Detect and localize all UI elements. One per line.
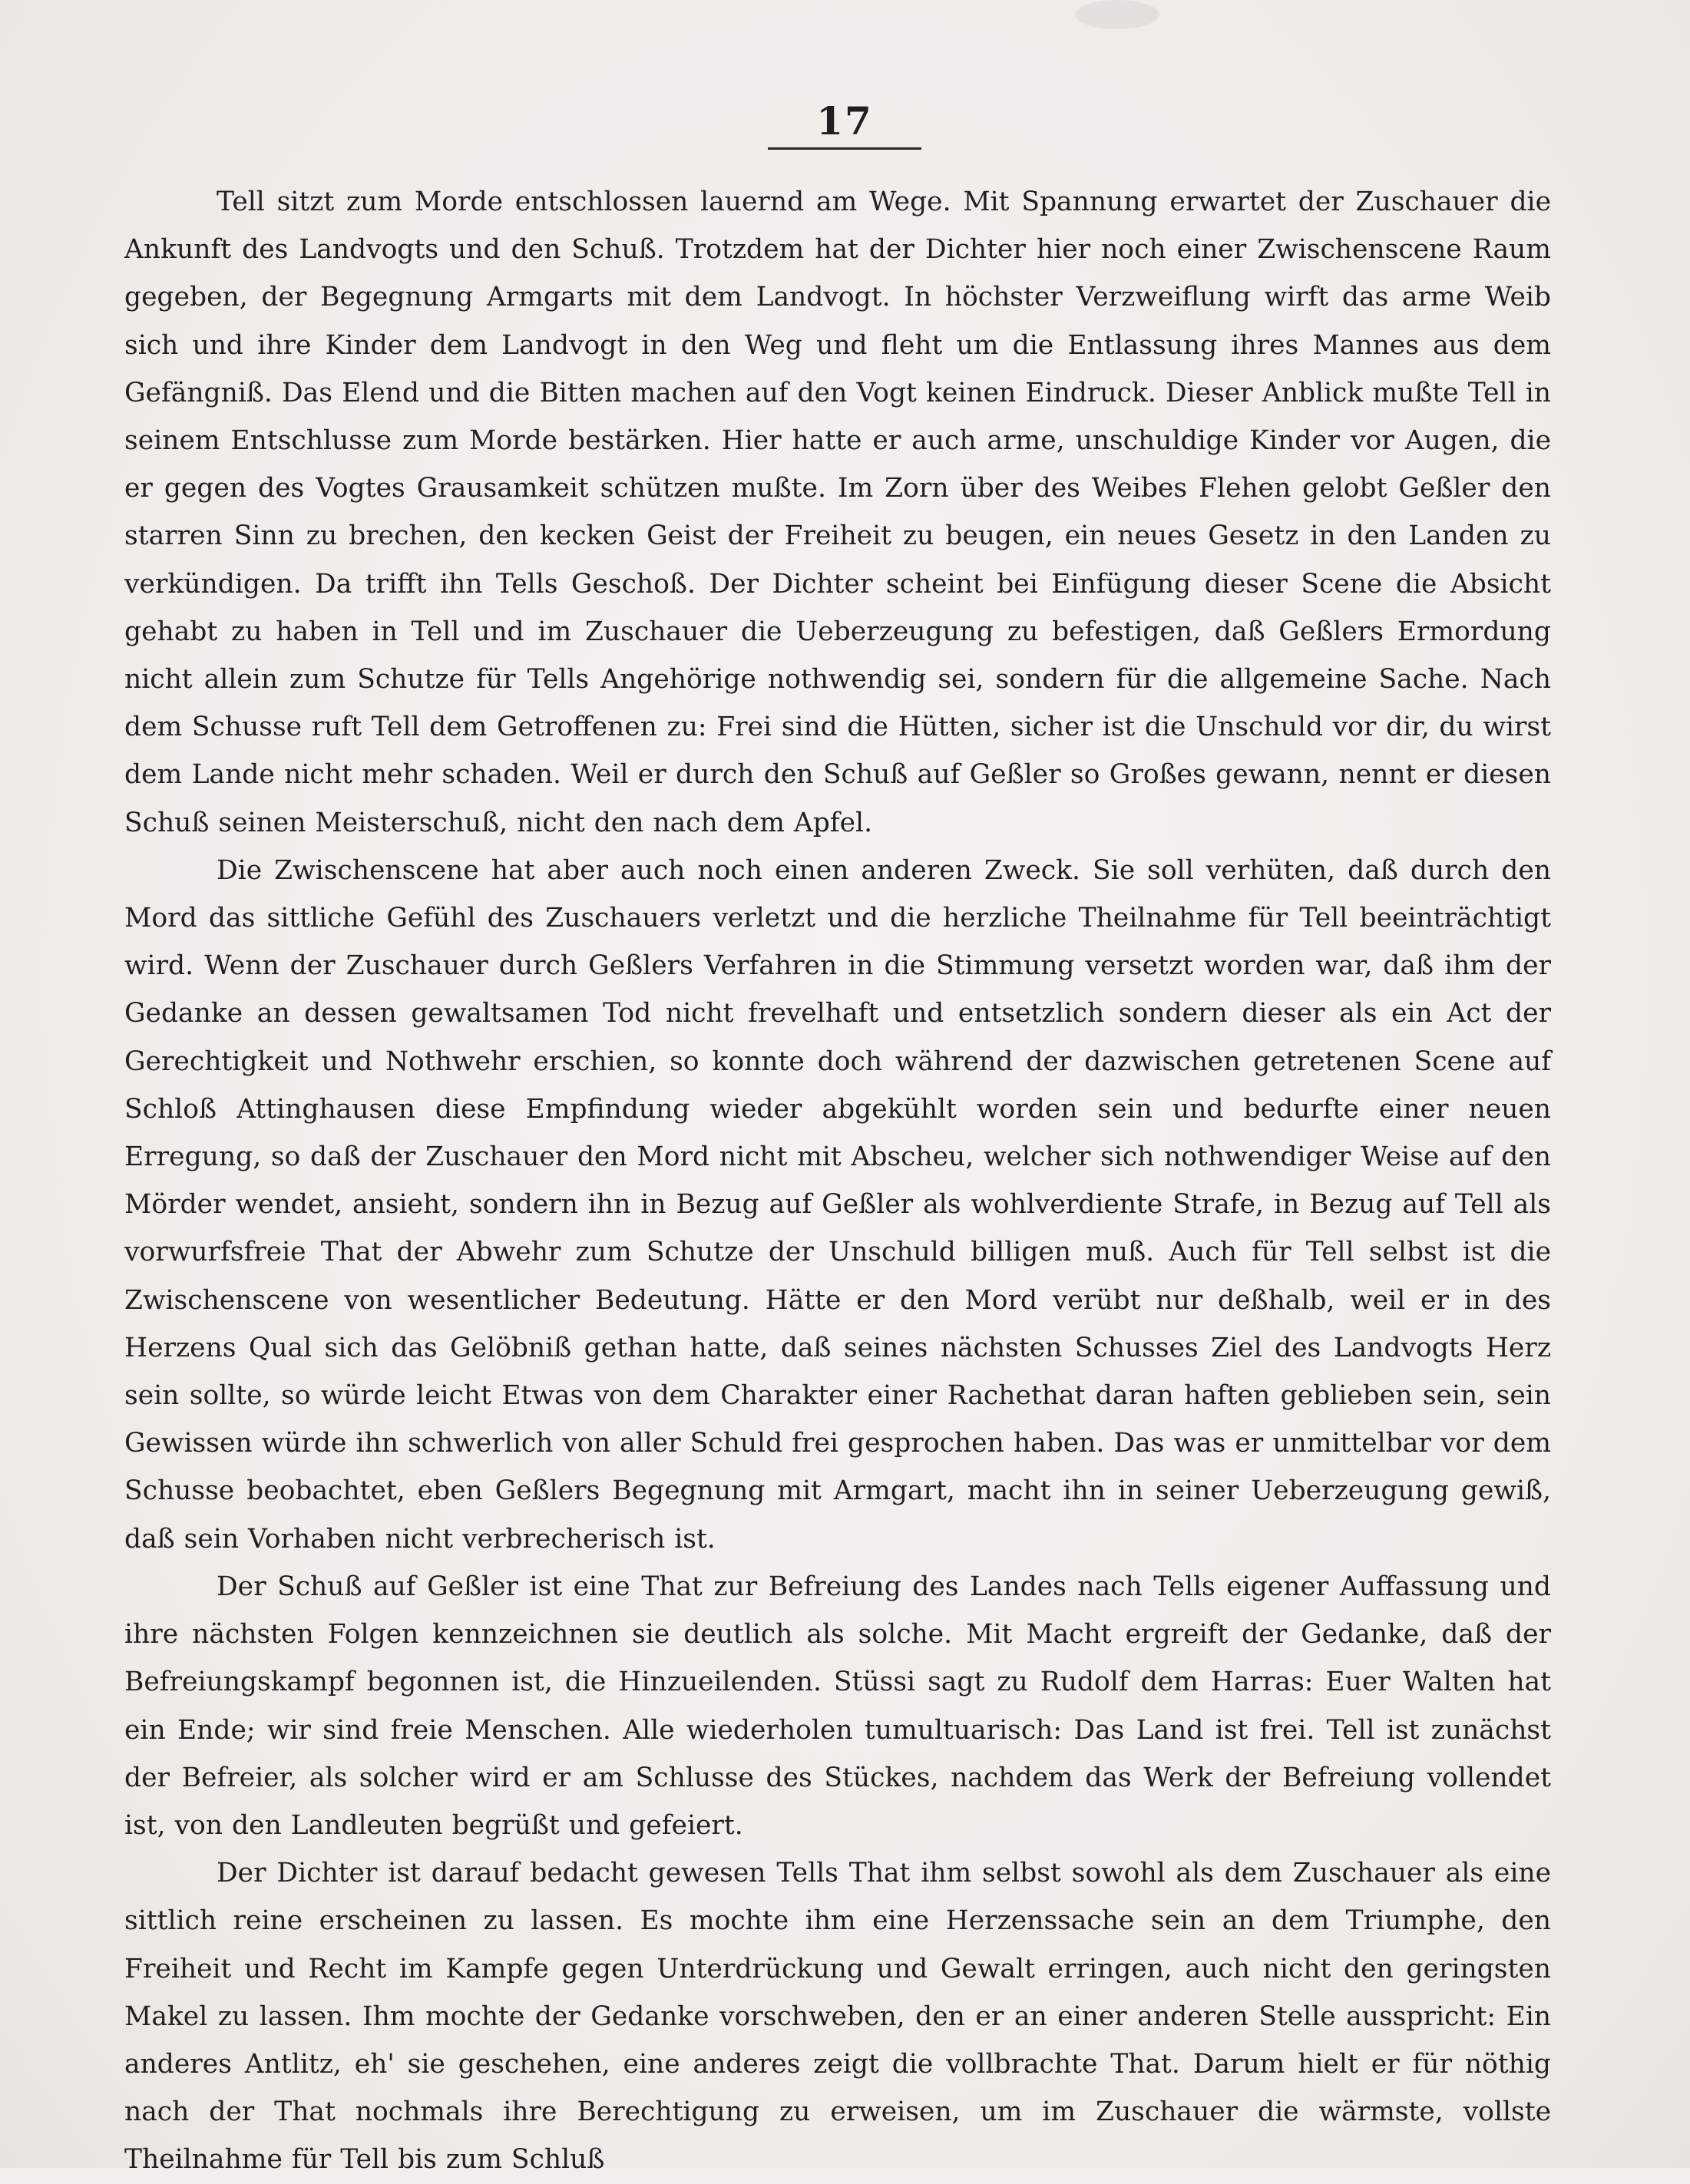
paragraph-1: Tell sitzt zum Morde entschlossen lauernd am Wege. Mit Spannung erwartet der Zuschauer die Ankunft des Landvogts und den Schuß. Trotzdem hat der Dichter hier noch einer Zwischenscene Raum gegeben, der Begegnung Armgarts mit dem Landvogt. In höchster Verzweiflung wirft das arme Weib sich und ihre Kinder dem Landvogt in den Weg und fleht um die Entlassung ihres Mannes aus dem Gefängniß. Das Elend und die Bitten machen auf den Vogt keinen Eindruck. Dieser Anblick mußte Tell in seinem Entschlusse zum Morde bestärken. Hier hatte er auch arme, unschuldige Kinder vor Augen, die er gegen des Vogtes Grausamkeit schützen mußte. Im Zorn über des Weibes Flehen gelobt Geßler den starren Sinn zu brechen, den kecken Geist der Freiheit zu beugen, ein neues Gesetz in den Landen zu verkündigen. Da trifft ihn Tells Geschoß. Der Dichter scheint bei Einfügung dieser Scene die Absicht gehabt zu haben in Tell und im Zuschauer die Ueberzeugung zu befestigen, daß Geßlers Ermordung nicht allein zum Schutze für Tells Angehörige nothwendig sei, sondern für die allgemeine Sache. Nach dem Schusse ruft Tell dem Getroffenen zu: Frei sind die Hütten, sicher ist die Unschuld vor dir, du wirst dem Lande nicht mehr schaden. Weil er durch den Schuß auf Geßler so Großes gewann, nennt er diesen Schuß seinen Meisterschuß, nicht den nach dem Apfel. xyxy=(124,187,1551,838)
paper-smudge xyxy=(1075,0,1159,29)
page-header xyxy=(768,98,921,150)
header-rule xyxy=(768,147,921,150)
body-text xyxy=(124,178,1551,2184)
paragraph-4: Der Dichter ist darauf bedacht gewesen Tells That ihm selbst sowohl als dem Zuschauer als eine sittlich reine erscheinen zu lassen. Es mochte ihm eine Herzenssache sein an dem Triumphe, den Freiheit und Recht im Kampfe gegen Unterdrückung und Gewalt erringen, auch nicht den geringsten Makel zu lassen. Ihm mochte der Gedanke vorschweben, den er an einer anderen Stelle ausspricht: Ein anderes Antlitz, eh' sie geschehen, eine anderes zeigt die vollbrachte That. Darum hielt er für nöthig nach der That nochmals ihre Berechtigung zu erweisen, um im Zuschauer die wärmste, vollste Theilnahme für Tell bis zum Schluß xyxy=(124,1858,1551,2176)
paragraph-3: Der Schuß auf Geßler ist eine That zur Befreiung des Landes nach Tells eigener Auffassung und ihre nächsten Folgen kennzeichnen sie deutlich als solche. Mit Macht ergreift der Gedanke, daß der Befreiungskampf begonnen ist, die Hinzueilenden. Stüssi sagt zu Rudolf dem Harras: Euer Walten hat ein Ende; wir sind freie Menschen. Alle wiederholen tumultuarisch: Das Land ist frei. Tell ist zunächst der Befreier, als solcher wird er am Schlusse des Stückes, nachdem das Werk der Befreiung vollendet ist, von den Landleuten begrüßt und gefeiert. xyxy=(124,1571,1551,1841)
page-number: 17 xyxy=(816,98,873,144)
paragraph-2: Die Zwischenscene hat aber auch noch einen anderen Zweck. Sie soll verhüten, daß durch den Mord das sittliche Gefühl des Zuschauers verletzt und die herzliche Theilnahme für Tell beeinträchtigt wird. Wenn der Zuschauer durch Geßlers Verfahren in die Stimmung versetzt worden war, daß ihm der Gedanke an dessen gewaltsamen Tod nicht frevelhaft und entsetzlich sondern dieser als ein Act der Gerechtigkeit und Nothwehr erschien, so konnte doch während der dazwischen getretenen Scene auf Schloß Attinghausen diese Empfindung wieder abgekühlt worden sein und bedurfte einer neuen Erregung, so daß der Zuschauer den Mord nicht mit Abscheu, welcher sich nothwendiger Weise auf den Mörder wendet, ansieht, sondern ihn in Bezug auf Geßler als wohlverdiente Strafe, in Bezug auf Tell als vorwurfsfreie That der Abwehr zum Schutze der Unschuld billigen muß. Auch für Tell selbst ist die Zwischenscene von wesentlicher Bedeutung. Hätte er den Mord verübt nur deßhalb, weil er in des Herzens Qual sich das Gelöbniß gethan hatte, daß seines nächsten Schusses Ziel des Landvogts Herz sein sollte, so würde leicht Etwas von dem Charakter einer Rachethat daran haften geblieben sein, sein Gewissen würde ihn schwerlich von aller Schuld frei gesprochen haben. Das was er unmittelbar vor dem Schusse beobachtet, eben Geßlers Begegnung mit Armgart, macht ihn in seiner Ueberzeugung gewiß, daß sein Vorhaben nicht verbrecherisch ist. xyxy=(124,854,1551,1555)
